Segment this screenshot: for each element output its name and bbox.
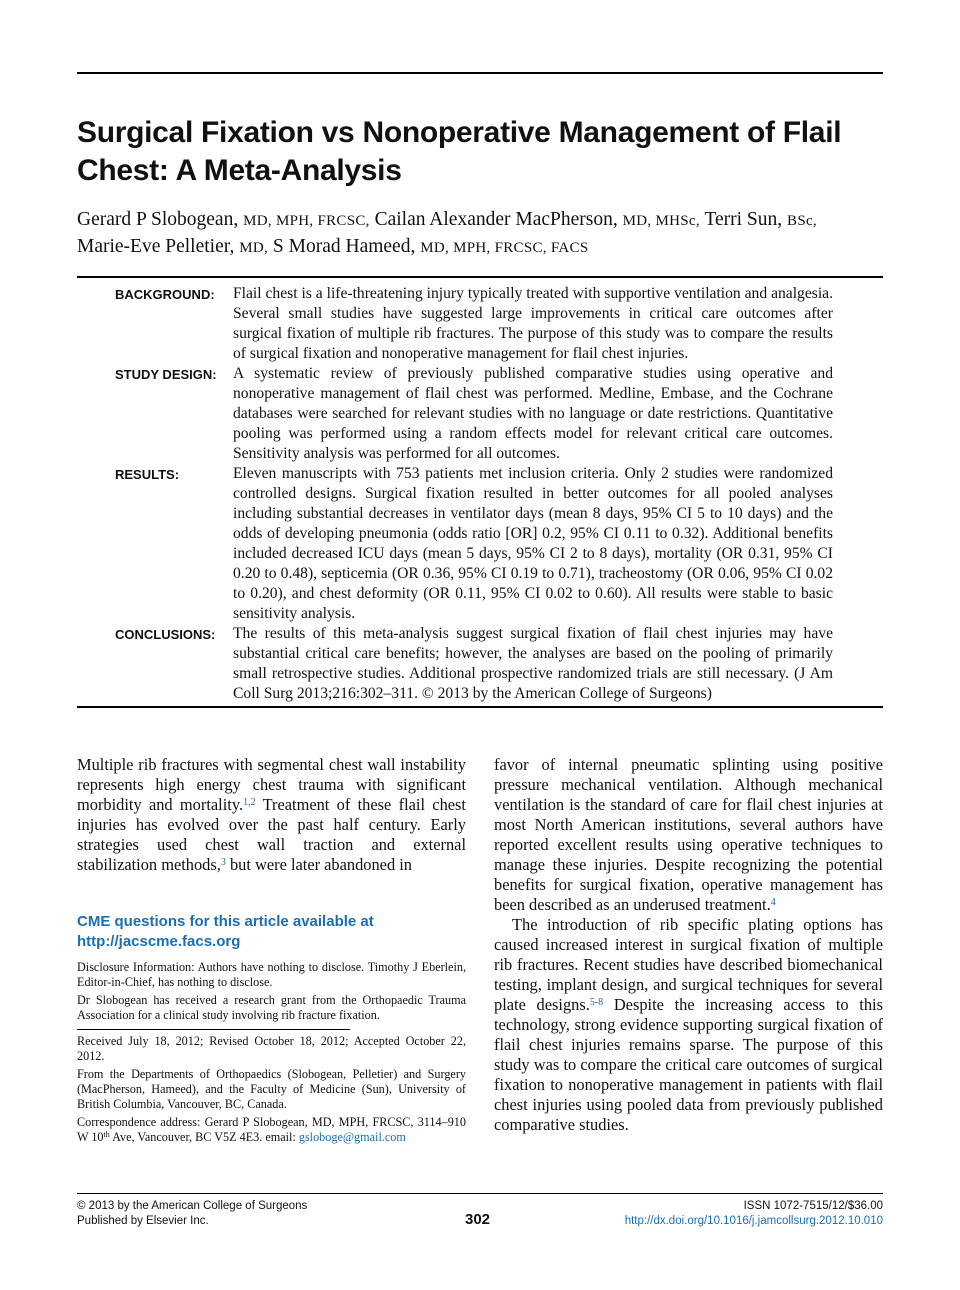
disclosure-note: Disclosure Information: Authors have nothing to disclose. Timothy J Eberlein, Editor-in-Chief, has nothing to disclose.: [77, 960, 466, 989]
author-name: Terri Sun,: [704, 209, 783, 230]
correspondence-text: Correspondence address: Gerard P Slobogean, MD, MPH, FRCSC, 3114–910 W 10: [77, 1115, 466, 1144]
body-paragraph: [77, 755, 466, 875]
author-degrees: BSc,: [787, 213, 817, 229]
author-degrees: MD,: [239, 240, 269, 256]
abstract-results: [115, 464, 833, 624]
author-name: Marie-Eve Pelletier,: [77, 236, 235, 257]
body-column-right: [494, 755, 883, 1135]
cme-text: CME questions for this article available at: [77, 913, 374, 930]
page-footer: [77, 1199, 883, 1235]
correspondence: [77, 1115, 466, 1145]
publisher: Published by Elsevier Inc.: [77, 1215, 209, 1227]
author-name: Gerard P Slobogean,: [77, 209, 239, 230]
reference-link[interactable]: 3: [220, 857, 226, 868]
ordinal-suffix: th: [103, 1130, 110, 1139]
body-paragraph: [494, 915, 883, 1135]
section-label: CONCLUSIONS:: [115, 627, 216, 642]
footer-rule: [77, 1193, 883, 1194]
abstract: [115, 284, 833, 704]
footer-left: [77, 1199, 307, 1229]
article-title: Surgical Fixation vs Nonoperative Management of Flail Chest: A Meta-Analysis: [77, 116, 842, 187]
section-text: A systematic review of previously published comparative studies using operative and nonoperative management of flail chest was performed. Medline, Embase, and the Cochrane databases were searched for relevant studies with no language or date restrictions. Quantitative pooling was performed using a random effects model for relevant critical care outcomes. Sensitivity analysis was performed for all outcomes.: [233, 365, 833, 462]
abstract-top-rule: [77, 276, 883, 278]
reference-link[interactable]: 1,2: [243, 797, 256, 808]
notes-divider: [77, 1029, 350, 1030]
section-label: RESULTS:: [115, 467, 180, 482]
received-dates: Received July 18, 2012; Revised October 18, 2012; Accepted October 22, 2012.: [77, 1034, 466, 1063]
abstract-conclusions: [115, 624, 833, 704]
footer-right: [625, 1199, 883, 1229]
article-notes: [77, 960, 466, 1148]
section-text: Eleven manuscripts with 753 patients met inclusion criteria. Only 2 studies were randomized controlled designs. Surgical fixation resulted in better outcomes for all pooled analyses including substantial decreases in ventilator days (mean 8 days, 95% CI 5 to 10 days) and the odds of developing pneumonia (odds ratio [OR] 0.2, 95% CI 0.11 to 0.32). Additional benefits included decreased ICU days (mean 5 days, 95% CI 2 to 8 days), mortality (OR 0.31, 95% CI 0.20 to 0.48), septicemia (OR 0.36, 95% CI 0.19 to 0.71), tracheostomy (OR 0.06, 95% CI 0.02 to 0.20), and chest deformity (OR 0.11, 95% CI 0.02 to 0.60). All results were stable to basic sensitivity analysis.: [233, 465, 833, 622]
body-text: but were later abandoned in: [225, 855, 412, 874]
author-name: Cailan Alexander MacPherson,: [374, 209, 618, 230]
page-number: 302: [465, 1211, 491, 1228]
body-text: favor of internal pneumatic splinting using positive pressure mechanical ventilation. Although mechanical ventilation is the standard of care for flail chest injuries at most North American institutions, several authors have reported excellent results using operative techniques to manage these injuries. Despite recognizing the potential benefits for surgical fixation, operative management has been described as an underused treatment.: [494, 755, 883, 914]
reference-link[interactable]: 4: [770, 897, 776, 908]
issn: ISSN 1072-7515/12/$36.00: [743, 1200, 883, 1212]
author-name: S Morad Hameed,: [272, 236, 416, 257]
reference-link[interactable]: 5-8: [589, 997, 604, 1008]
doi-link[interactable]: http://dx.doi.org/10.1016/j.jamcollsurg.2012.10.010: [624, 1215, 883, 1227]
section-text: Flail chest is a life-threatening injury typically treated with supportive ventilation and analgesia. Several small studies have suggested large improvements in critical care outcomes after surgical fixation of multiple rib fractures. The purpose of this study was to compare the results of surgical fixation and nonoperative management for flail chest injuries.: [233, 285, 833, 362]
copyright: © 2013 by the American College of Surgeons: [77, 1200, 308, 1212]
abstract-study-design: [115, 364, 833, 464]
email-link[interactable]: gsloboge@gmail.com: [298, 1130, 406, 1144]
body-text: The introduction of rib specific plating options has caused increased interest in surgical fixation of multiple rib fractures. Recent studies have described biomechanical testing, implant design, and surgical techniques for several plate designs.: [494, 915, 883, 1014]
grant-note: Dr Slobogean has received a research grant from the Orthopaedic Trauma Association for a clinical study involving rib fracture fixation.: [77, 993, 466, 1022]
top-rule: [77, 72, 883, 74]
correspondence-text: Ave, Vancouver, BC V5Z 4E3. email:: [109, 1130, 299, 1144]
cme-notice: [77, 912, 466, 952]
abstract-bottom-rule: [77, 706, 883, 708]
section-label: BACKGROUND:: [115, 287, 215, 302]
body-column-left: [77, 755, 466, 875]
author-degrees: MD, MPH, FRCSC,: [243, 213, 370, 229]
body-text: Despite the increasing access to this technology, strong evidence supporting surgical fixation of flail chest injuries remains sparse. The purpose of this study was to compare the critical care outcomes of surgical fixation to nonoperative management in patients with flail chest injuries using pooled data from previously published comparative studies.: [494, 995, 883, 1134]
author-list: [77, 207, 883, 261]
author-degrees: MD, MPH, FRCSC, FACS: [420, 240, 589, 256]
section-label: STUDY DESIGN:: [115, 367, 217, 382]
affiliations: From the Departments of Orthopaedics (Slobogean, Pelletier) and Surgery (MacPherson, Hameed), and the Faculty of Medicine (Sun), University of British Columbia, Vancouver, BC, Canada.: [77, 1067, 466, 1111]
section-text: The results of this meta-analysis suggest surgical fixation of flail chest injuries may have substantial critical care benefits; however, the analyses are based on the pooling of primarily small retrospective studies. Additional prospective randomized trials are still necessary. (J Am Coll Surg 2013;216:302–311. © 2013 by the American College of Surgeons): [233, 625, 833, 702]
abstract-background: [115, 284, 833, 364]
body-text: Multiple rib fractures with segmental chest wall instability represents high energy chest trauma with significant morbidity and mortality.: [77, 755, 466, 814]
author-degrees: MD, MHSc,: [622, 213, 700, 229]
body-paragraph: [494, 755, 883, 915]
body-text: Treatment of these flail chest injuries has evolved over the past half century. Early strategies used chest wall traction and external stabilization methods,: [77, 795, 466, 874]
cme-link[interactable]: http://jacscme.facs.org: [77, 933, 241, 950]
